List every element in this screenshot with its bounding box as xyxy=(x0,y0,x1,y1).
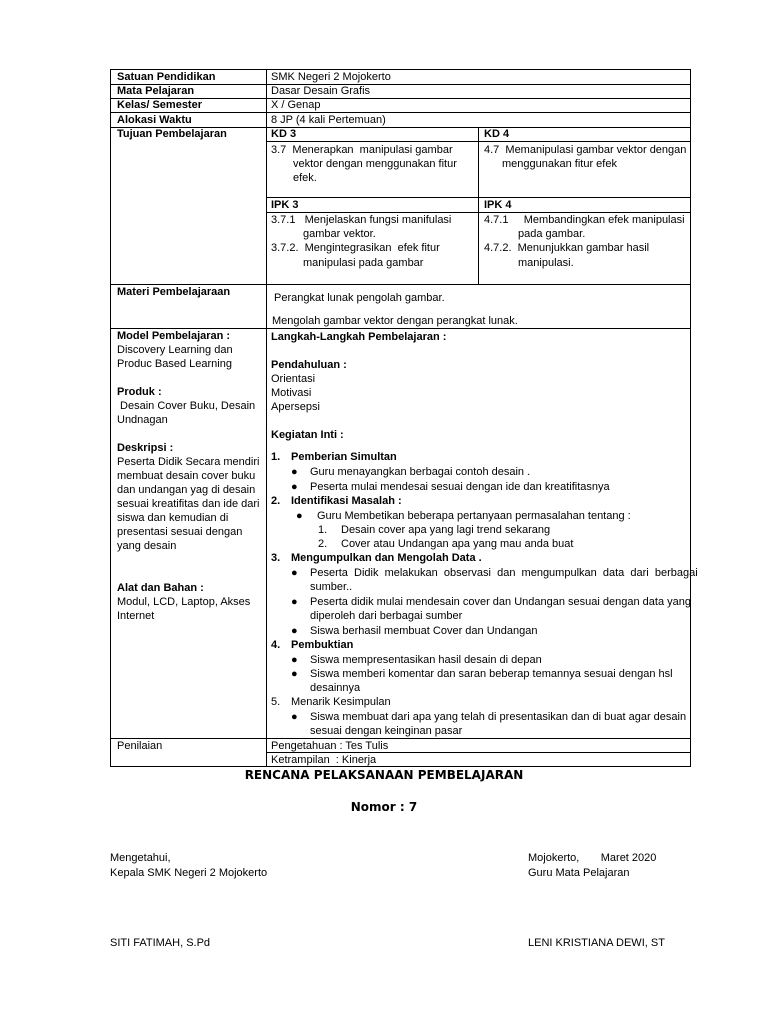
ipk3-line: gambar vektor. xyxy=(303,228,376,240)
step-bullet-text: Peserta Didik melakukan observasi dan mengumpulkan data dari berbagai xyxy=(310,567,698,579)
step-bullet-text: Guru Membetikan beberapa pertanyaan permasalahan tentang : xyxy=(317,510,631,522)
tujuan-label: Tujuan Pembelajaran xyxy=(117,128,227,140)
deskripsi-line: yang desain xyxy=(117,540,177,552)
step-bullet-text: desainnya xyxy=(310,682,361,694)
langkah-title: Langkah-Langkah Pembelajaran : xyxy=(271,331,447,343)
bullet-icon: ● xyxy=(291,596,298,608)
deskripsi-line: presentasi sesuai dengan xyxy=(117,526,243,538)
penilaian-label: Penilaian xyxy=(117,740,163,752)
step-number: 2. xyxy=(271,495,281,507)
signature-right-line: Guru Mata Pelajaran xyxy=(528,867,630,879)
deskripsi-line: membuat desain cover buku xyxy=(117,470,256,482)
sub-number: 1. xyxy=(318,524,328,536)
produk-line: Undnagan xyxy=(117,414,168,426)
materi-line: Perangkat lunak pengolah gambar. xyxy=(274,292,445,304)
step-bullet-text: Peserta mulai mendesai sesuai dengan ide dan kreatifitasnya xyxy=(310,481,610,493)
kelas-label: Kelas/ Semester xyxy=(117,99,202,111)
step-title: Menarik Kesimpulan xyxy=(291,696,391,708)
kd3-line: efek. xyxy=(293,172,317,184)
signature-right-line: Mojokerto, Maret 2020 xyxy=(528,852,657,864)
materi-line: Mengolah gambar vektor dengan perangkat lunak. xyxy=(272,315,518,327)
ipk4-line: pada gambar. xyxy=(518,228,586,240)
bullet-icon: ● xyxy=(291,466,298,478)
step-bullet-text: Siswa berhasil membuat Cover dan Undangan xyxy=(310,625,538,637)
pendahuluan-label: Pendahuluan : xyxy=(271,359,347,371)
kd3-line: 3.7 Menerapkan manipulasi gambar xyxy=(271,144,453,156)
kelas-value: X / Genap xyxy=(271,99,321,111)
step-title: Pembuktian xyxy=(291,639,354,651)
signature-left-line: Kepala SMK Negeri 2 Mojokerto xyxy=(110,867,268,879)
deskripsi-line: sesuai kreatifitas dan ide dari xyxy=(117,498,260,510)
bullet-icon: ● xyxy=(291,711,298,723)
deskripsi-line: siswa dan kemudian di xyxy=(117,512,229,524)
alokasi-label: Alokasi Waktu xyxy=(117,114,192,126)
document-title: RENCANA PELAKSANAAN PEMBELAJARAN xyxy=(244,768,524,782)
alat-label: Alat dan Bahan : xyxy=(117,582,204,594)
deskripsi-line: dan undangan yag di desain xyxy=(117,484,256,496)
pendahuluan-item: Apersepsi xyxy=(271,401,320,413)
deskripsi-label: Deskripsi : xyxy=(117,442,174,454)
sub-item-text: Desain cover apa yang lagi trend sekarang xyxy=(341,524,551,536)
step-title: Identifikasi Masalah : xyxy=(291,495,402,507)
pendahuluan-item: Orientasi xyxy=(271,373,316,385)
document-number: Nomor : 7 xyxy=(350,800,418,814)
alat-line: Modul, LCD, Laptop, Akses xyxy=(117,596,251,608)
step-number: 5. xyxy=(271,696,281,708)
step-number: 4. xyxy=(271,639,281,651)
ipk3-line: 3.7.2. Mengintegrasikan efek fitur xyxy=(271,242,440,254)
kd3-line: vektor dengan menggunakan fitur xyxy=(293,158,457,170)
kd4-title: KD 4 xyxy=(484,128,510,140)
step-bullet-text: diperoleh dari berbagai sumber xyxy=(310,610,463,622)
step-bullet-text: Siswa membuat dari apa yang telah di presentasikan dan di buat agar desain xyxy=(310,711,687,723)
mapel-value: Dasar Desain Grafis xyxy=(271,85,371,97)
kd3-title: KD 3 xyxy=(271,128,297,140)
model-line: Discovery Learning dan xyxy=(117,344,233,356)
ipk3-line: 3.7.1 Menjelaskan fungsi manifulasi xyxy=(271,214,452,226)
model-label: Model Pembelajaran : xyxy=(117,330,231,342)
deskripsi-line: Peserta Didik Secara mendiri xyxy=(117,456,260,468)
satuan-value: SMK Negeri 2 Mojokerto xyxy=(271,71,391,83)
step-number: 1. xyxy=(271,451,281,463)
ipk3-title: IPK 3 xyxy=(271,199,299,211)
penilaian-value: Pengetahuan : Tes Tulis xyxy=(271,740,389,752)
kd4-line: 4.7 Memanipulasi gambar vektor dengan xyxy=(484,144,687,156)
step-bullet-text: sesuai dengan keinginan pasar xyxy=(310,725,463,737)
penilaian-value: Ketrampilan : Kinerja xyxy=(271,754,377,766)
inti-label: Kegiatan Inti : xyxy=(271,429,344,441)
produk-label: Produk : xyxy=(117,386,162,398)
bullet-icon: ● xyxy=(291,654,298,666)
satuan-label: Satuan Pendidikan xyxy=(117,71,216,83)
bullet-icon: ● xyxy=(291,625,298,637)
step-bullet-text: Siswa mempresentasikan hasil desain di depan xyxy=(310,654,542,666)
step-bullet-text: Siswa memberi komentar dan saran beberap temannya sesuai dengan hsl xyxy=(310,668,673,680)
mapel-label: Mata Pelajaran xyxy=(117,85,195,97)
alat-line: Internet xyxy=(117,610,155,622)
ipk4-line: manipulasi. xyxy=(518,257,574,269)
sub-number: 2. xyxy=(318,538,328,550)
pendahuluan-item: Motivasi xyxy=(271,387,312,399)
signature-left-name: SITI FATIMAH, S.Pd xyxy=(110,937,211,949)
step-bullet-text: sumber.. xyxy=(310,581,353,593)
step-number: 3. xyxy=(271,552,281,564)
ipk4-title: IPK 4 xyxy=(484,199,512,211)
signature-left-line: Mengetahui, xyxy=(110,852,171,864)
ipk4-line: 4.7.2. Menunjukkan gambar hasil xyxy=(484,242,650,254)
materi-label: Materi Pembelajaraan xyxy=(117,286,231,298)
model-line: Produc Based Learning xyxy=(117,358,232,370)
step-title: Mengumpulkan dan Mengolah Data . xyxy=(291,552,482,564)
sub-item-text: Cover atau Undangan apa yang mau anda buat xyxy=(341,538,574,550)
alokasi-value: 8 JP (4 kali Pertemuan) xyxy=(271,114,386,126)
signature-right-name: LENI KRISTIANA DEWI, ST xyxy=(528,937,665,949)
step-bullet-text: Guru menayangkan berbagai contoh desain . xyxy=(310,466,531,478)
bullet-icon: ● xyxy=(291,481,298,493)
bullet-icon: ● xyxy=(296,510,303,522)
kd4-line: menggunakan fitur efek xyxy=(502,158,617,170)
ipk3-line: manipulasi pada gambar xyxy=(303,257,424,269)
step-bullet-text: Peserta didik mulai mendesain cover dan Undangan sesuai dengan data yang xyxy=(310,596,691,608)
step-title: Pemberian Simultan xyxy=(291,451,397,463)
ipk4-line: 4.7.1 Membandingkan efek manipulasi xyxy=(484,214,685,226)
bullet-icon: ● xyxy=(291,668,298,680)
bullet-icon: ● xyxy=(291,567,298,579)
produk-line: Desain Cover Buku, Desain xyxy=(117,400,256,412)
